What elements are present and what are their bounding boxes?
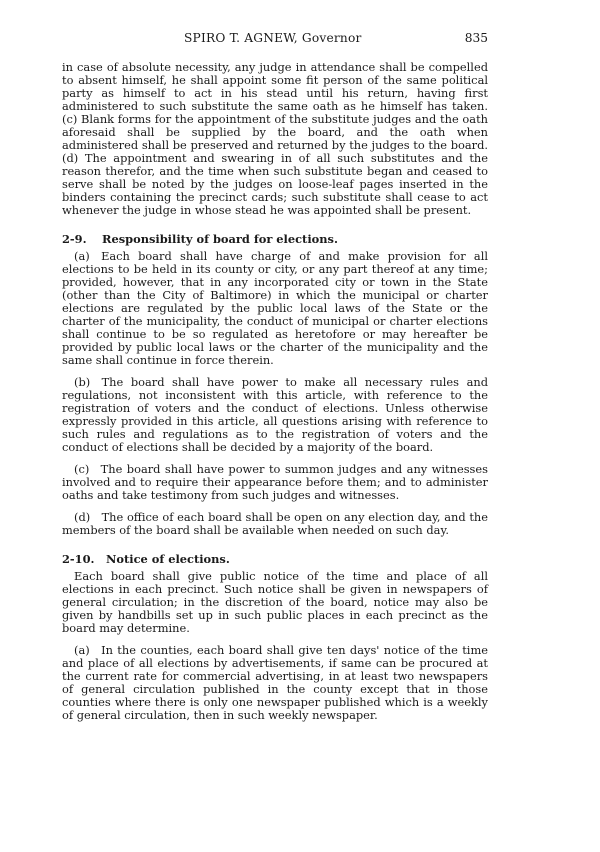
running-title: SPIRO T. AGNEW, Governor xyxy=(184,31,362,45)
section-number: 2-10. xyxy=(62,552,95,566)
section-title: Responsibility of board for elections. xyxy=(102,232,338,246)
paragraph-2-9-b: (b) The board shall have power to make all necessary rules and regulations, not inconsistent with this article, with reference to the registration of voters and the conduct of elections. Unless otherwise expressly provided in this article, all questions arising with reference to such rules and regulations as to the registration of voters and the conduct of elections shall be decided by a majority of the board. xyxy=(62,375,488,454)
section-number: 2-9. xyxy=(62,232,87,246)
paragraph-2-10-a: (a) In the counties, each board shall give ten days' notice of the time and place of all elections by advertisements, if same can be procured at the current rate for commercial advertising, in at least two newspapers of general circulation published in the county except that in those counties where there is only one newspaper published which is a weekly of general circulation, then in such weekly newspaper. xyxy=(62,643,488,722)
page-number: 835 xyxy=(464,31,488,45)
continuation-paragraph: in case of absolute necessity, any judge in attendance shall be compelled to absent himself, he shall appoint some fit person of the same political party as himself to act in his stead until his return, having first administered to such substitute the same oath as he himself has taken. (c) Blank forms for the appointment of the substitute judges and the oath aforesaid shall be supplied by the board, and the oath when administered shall be preserved and returned by the judges to the board. (d) The appointment and swearing in of all such substitutes and the reason therefor, and the time when such substitute began and ceased to serve shall be noted by the judges on loose-leaf pages inserted in the binders containing the precinct cards; such substitute shall cease to act whenever the judge in whose stead he was appointed shall be present. xyxy=(62,60,488,217)
page-body xyxy=(62,61,488,722)
section-heading-2-9 xyxy=(62,233,488,246)
paragraph-2-9-a: (a) Each board shall have charge of and make provision for all elections to be held in its county or city, or any part thereof at any time; provided, however, that in any incorporated city or town in the State (other than the City of Baltimore) in which the municipal or charter elections are regulated by the public local laws of the State or the charter of the municipality, the conduct of municipal or charter elections shall continue to be so regulated as heretofore or may hereafter be provided by public local laws or the charter of the municipality and the same shall continue in force therein. xyxy=(62,249,488,367)
paragraph-2-10-intro: Each board shall give public notice of the time and place of all elections in each precinct. Such notice shall be given in newspapers of general circulation; in the discretion of the board, notice may also be given by handbills set up in such public places in each precinct as the board may determine. xyxy=(62,569,488,635)
paragraph-2-9-c: (c) The board shall have power to summon judges and any witnesses involved and to require their appearance before them; and to administer oaths and take testimony from such judges and witnesses. xyxy=(62,462,488,502)
section-heading-2-10 xyxy=(62,553,488,566)
paragraph-2-9-d: (d) The office of each board shall be open on any election day, and the members of the board shall be available when needed on such day. xyxy=(62,510,488,537)
section-title: Notice of elections. xyxy=(106,552,230,566)
page-header xyxy=(62,32,488,48)
